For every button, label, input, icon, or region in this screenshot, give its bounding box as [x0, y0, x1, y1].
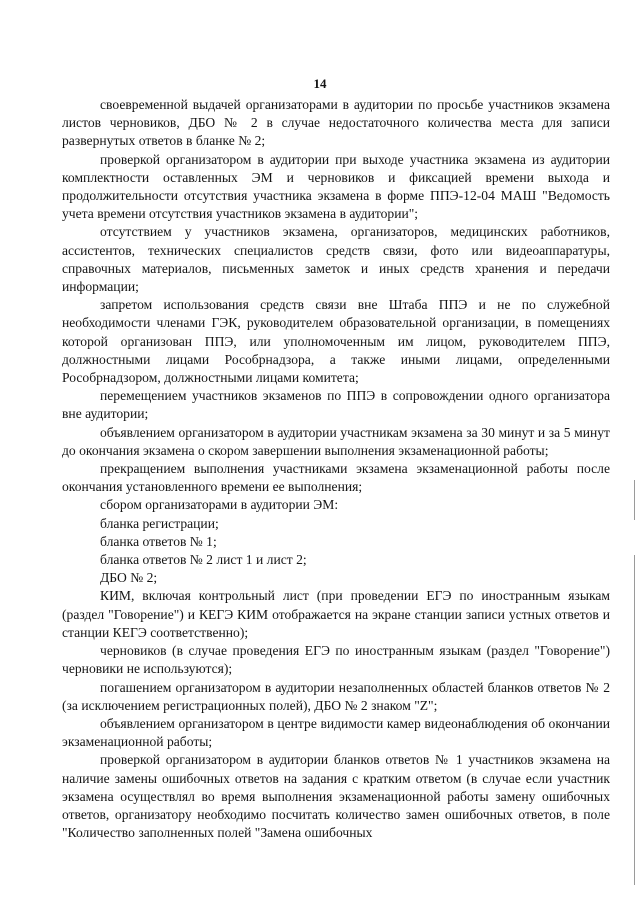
list-item-drafts: черновиков (в случае проведения ЕГЭ по иностранным языкам (раздел "Говорение") черновики не используются); [62, 643, 610, 677]
paragraph-no-devices: отсутствием у участников экзамена, организаторов, медицинских работников, ассистентов, технических специалистов средств связи, фото или видеоаппаратуры, справочных материалов, письменных заметок и иных средств хранения и передачи информации; [62, 224, 610, 295]
paragraph-time-announcement: объявлением организатором в аудитории участникам экзамена за 30 минут и за 5 минут до окончания экзамена о скором завершении выполнения экзаменационной работы; [62, 424, 610, 458]
document-body [62, 96, 610, 842]
paragraph-stop-work: прекращением выполнения участниками экзамена экзаменационной работы после окончания установленного времени ее выполнения; [62, 461, 610, 495]
scan-edge-line [634, 480, 635, 520]
paragraph-collect-materials: сбором организаторами в аудитории ЭМ: [100, 497, 339, 513]
paragraph-escort: перемещением участников экзаменов по ППЭ в сопровождении одного организатора вне аудитории; [62, 388, 610, 422]
paragraph-communication-ban: запретом использования средств связи вне Штаба ППЭ и не по служебной необходимости членами ГЭК, руководителем образовательной организации, в помещениях которой организован ППЭ, или уполномоченным им лицом, руководителем ППЭ, должностными лицами Рособрнадзора, а также иными лицами, определенными Рособрнадзором, должностными лицами комитета; [62, 297, 610, 386]
list-item-answer-form-1: бланка ответов № 1; [100, 533, 217, 549]
list-item-kim: КИМ, включая контрольный лист (при проведении ЕГЭ по иностранным языкам (раздел "Говорение") и КЕГЭ КИМ отображается на экране станции записи устных ответов и станции КЕГЭ соответственно); [62, 588, 610, 640]
paragraph-camera-announcement: объявлением организатором в центре видимости камер видеонаблюдения об окончании экзаменационной работы; [62, 715, 610, 750]
paragraph-replacement-check: проверкой организатором в аудитории бланков ответов № 1 участников экзамена на наличие замены ошибочных ответов на задания с кратким ответом (в случае если участник экзамена осуществлял во время выполнения экзаменационной работы замену ошибочных ответов, организатору необходимо посчитать количество замен ошибочных ответов, в поле "Количество заполненных полей "Замена ошибочных [62, 752, 610, 841]
list-item-answer-form-2: бланка ответов № 2 лист 1 и лист 2; [100, 552, 307, 568]
paragraph-exit-check: проверкой организатором в аудитории при выходе участника экзамена из аудитории комплектности оставленных ЭМ и черновиков и фиксацией времени выхода и продолжительности отсутствия участника экзамена в форме ППЭ-12-04 МАШ "Ведомость учета времени отсутствия участников экзамена в аудитории"; [62, 151, 610, 222]
page-number: 14 [313, 76, 327, 91]
scan-edge-line [634, 555, 635, 885]
paragraph-timely-drafts: своевременной выдачей организаторами в аудитории по просьбе участников экзамена листов черновиков, ДБО № 2 в случае недостаточного количества места для записи развернутых ответов в бланке № 2; [62, 97, 610, 149]
paragraph-z-mark: погашением организатором в аудитории незаполненных областей бланков ответов № 2 (за исключением регистрационных полей), ДБО № 2 знаком "Z"; [62, 679, 610, 713]
list-item-dbo-2: ДБО № 2; [100, 570, 158, 586]
list-item-registration-form: бланка регистрации; [100, 515, 219, 531]
